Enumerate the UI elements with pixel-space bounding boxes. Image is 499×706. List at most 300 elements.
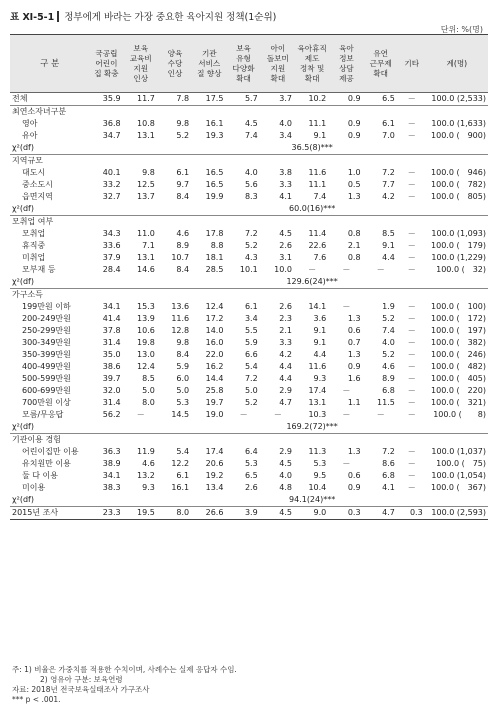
value-cell: 13.7	[137, 192, 155, 201]
value-cell: 11.9	[137, 447, 155, 456]
row-label: 2015년 조사	[10, 507, 89, 520]
row-label: 전체	[10, 93, 89, 106]
value-cell: 1.3	[347, 447, 361, 456]
value-cell: 0.9	[329, 93, 363, 106]
value-cell: 10.4	[308, 483, 327, 492]
total-cell: 100.0 ( 197)	[431, 326, 486, 335]
table-row	[10, 482, 488, 494]
value-cell: 32.0	[102, 386, 121, 395]
value-cell: 5.9	[176, 362, 190, 371]
value-cell: 2.1	[279, 326, 292, 335]
value-cell: 3.9	[226, 507, 260, 520]
value-cell: 11.6	[171, 314, 190, 323]
column-header-line: 어린이	[95, 58, 118, 68]
table-row	[10, 130, 488, 142]
total-cell: 100.0 ( 32)	[436, 265, 486, 274]
table-row	[10, 191, 488, 203]
value-cell: 0.9	[347, 483, 361, 492]
value-cell: 10.6	[137, 326, 155, 335]
row-label: 중소도시	[22, 180, 53, 189]
value-cell: 13.9	[137, 314, 155, 323]
value-cell: －	[407, 302, 416, 311]
value-cell: －	[407, 398, 416, 407]
row-label: 유아	[22, 131, 38, 140]
chi-square-spacer	[364, 421, 488, 434]
value-cell: 2.6	[279, 302, 292, 311]
table-row	[10, 313, 488, 325]
value-cell: 12.8	[171, 326, 190, 335]
table-row	[10, 373, 488, 385]
column-header-line: 지원	[270, 63, 286, 73]
value-cell: 5.7	[226, 93, 260, 106]
value-cell: 7.2	[382, 168, 395, 177]
value-cell: 0.8	[347, 229, 361, 238]
value-cell: 5.2	[244, 241, 258, 250]
value-cell: 5.4	[176, 447, 190, 456]
table-row	[10, 361, 488, 373]
value-cell: 5.0	[176, 386, 190, 395]
value-cell: 7.4	[382, 326, 395, 335]
column-header	[226, 35, 260, 93]
chi-square-row	[10, 421, 488, 434]
value-cell: 4.4	[313, 350, 327, 359]
source-line: 자료: 2018년 전국보육실태조사 가구조사	[12, 685, 150, 694]
value-cell: 6.4	[244, 447, 258, 456]
value-cell: 19.0	[205, 410, 224, 419]
chi-square-value: 169.2(72)***	[286, 422, 338, 431]
value-cell: 12.4	[205, 302, 224, 311]
value-cell: 0.9	[347, 362, 361, 371]
table-row	[10, 325, 488, 337]
section-label: 가구소득	[10, 289, 488, 302]
row-label: 모취업	[22, 229, 46, 238]
value-cell: 4.8	[279, 483, 292, 492]
value-cell: 33.2	[102, 180, 121, 189]
value-cell: 14.1	[308, 302, 327, 311]
value-cell: 34.3	[102, 229, 121, 238]
value-cell: －	[407, 168, 416, 177]
value-cell: 9.1	[313, 338, 327, 347]
table-row	[10, 470, 488, 482]
value-cell: 10.7	[171, 253, 190, 262]
value-cell: 14.4	[205, 374, 224, 383]
value-cell: 3.3	[279, 338, 292, 347]
value-cell: －	[407, 192, 416, 201]
value-cell: 10.0	[274, 265, 292, 274]
value-cell: －	[407, 350, 416, 359]
section-row	[10, 106, 488, 119]
value-cell: 4.5	[279, 229, 292, 238]
total-cell: 100.0 ( 946)	[431, 168, 486, 177]
chi-square-row	[10, 494, 488, 507]
column-header-line: 수당	[167, 58, 183, 68]
value-cell: 20.6	[205, 459, 224, 468]
total-cell: 100.0 ( 179)	[431, 241, 486, 250]
column-header	[158, 35, 192, 93]
value-cell: 0.8	[347, 253, 361, 262]
value-cell: －	[407, 314, 416, 323]
value-cell: 26.6	[192, 507, 226, 520]
value-cell: 38.3	[102, 483, 121, 492]
value-cell: 10.1	[239, 265, 258, 274]
column-header	[398, 35, 426, 93]
chi-square-label: χ²(df)	[12, 277, 34, 286]
table-row	[10, 264, 488, 276]
total-cell: 100.0 ( 246)	[431, 350, 486, 359]
value-cell: 8.6	[382, 459, 395, 468]
row-label: 200-249만원	[22, 314, 71, 323]
row-label: 미취업	[22, 253, 46, 262]
value-cell: －	[407, 410, 416, 419]
value-cell: －	[407, 253, 416, 262]
chi-square-label: χ²(df)	[12, 204, 34, 213]
table-body	[10, 93, 488, 520]
row-label: 199만원 이하	[22, 302, 71, 311]
row-label: 400-499만원	[22, 362, 71, 371]
value-cell: 6.6	[244, 350, 258, 359]
value-cell: 13.1	[308, 398, 327, 407]
chi-square-value: 60.0(16)***	[289, 204, 336, 213]
value-cell: 56.2	[102, 410, 121, 419]
value-cell: 1.6	[347, 374, 361, 383]
value-cell: 4.7	[279, 398, 292, 407]
chi-square-spacer	[89, 421, 260, 434]
table-row	[10, 409, 488, 421]
value-cell: 11.1	[308, 119, 327, 128]
chi-square-row	[10, 276, 488, 289]
value-cell: 4.0	[279, 471, 292, 480]
total-cell: 100.0 ( 220)	[431, 386, 486, 395]
total-cell: 100.0 (1,633)	[431, 119, 486, 128]
value-cell: －	[407, 338, 416, 347]
value-cell: 4.4	[382, 253, 395, 262]
value-cell: 8.4	[176, 192, 190, 201]
column-header-line: 확대	[304, 73, 320, 83]
value-cell: 19.3	[205, 131, 224, 140]
column-header-line: 아이	[270, 43, 286, 53]
value-cell: 10.2	[295, 93, 329, 106]
table-row	[10, 349, 488, 361]
chi-square-spacer	[364, 142, 488, 155]
value-cell: －	[407, 471, 416, 480]
column-header-line: 돌보미	[266, 53, 289, 63]
row-label: 읍면지역	[22, 192, 53, 201]
value-cell: 13.6	[171, 302, 190, 311]
value-cell: 31.4	[102, 398, 121, 407]
title-divider	[57, 11, 59, 22]
value-cell: －	[308, 265, 317, 274]
total-cell: 100.0 ( 172)	[431, 314, 486, 323]
value-cell: 5.2	[382, 350, 395, 359]
total-cell: 100.0 ( 405)	[431, 374, 486, 383]
column-header	[364, 35, 398, 93]
value-cell: 10.3	[308, 410, 327, 419]
value-cell: 5.0	[142, 386, 155, 395]
value-cell: 2.9	[279, 447, 292, 456]
value-cell: 36.8	[102, 119, 121, 128]
value-cell: 37.8	[102, 326, 121, 335]
column-header-line: 유연	[373, 48, 389, 58]
value-cell: 9.7	[176, 180, 190, 189]
row-label: 300-349만원	[22, 338, 71, 347]
value-cell: 2.6	[244, 483, 258, 492]
value-cell: 3.1	[279, 253, 292, 262]
value-cell: 5.6	[244, 180, 258, 189]
value-cell: 4.2	[382, 192, 395, 201]
column-header-line: 보육	[236, 43, 251, 53]
table-header-row	[10, 35, 488, 93]
value-cell: 8.0	[158, 507, 192, 520]
value-cell: 9.8	[142, 168, 155, 177]
value-cell: －	[407, 265, 416, 274]
value-cell: －	[407, 374, 416, 383]
value-cell: 22.6	[308, 241, 327, 250]
value-cell: 6.8	[382, 386, 395, 395]
column-header-line: 정보	[339, 53, 354, 63]
value-cell: 19.5	[124, 507, 158, 520]
table-row	[10, 240, 488, 252]
value-cell: 19.9	[205, 192, 224, 201]
section-row	[10, 155, 488, 168]
value-cell: 9.5	[313, 471, 327, 480]
column-header	[426, 35, 488, 93]
column-header-line: 교육비	[129, 53, 152, 63]
value-cell: 13.2	[137, 471, 155, 480]
value-cell: 18.1	[205, 253, 224, 262]
value-cell: 31.4	[102, 338, 121, 347]
total-cell: 100.0 (2,593)	[426, 507, 488, 520]
value-cell: 0.3	[329, 507, 363, 520]
value-cell: 9.3	[313, 374, 327, 383]
value-cell: 5.2	[244, 398, 258, 407]
value-cell: 11.5	[377, 398, 395, 407]
value-cell: －	[342, 459, 351, 468]
column-header-line: 상담	[339, 63, 354, 73]
value-cell: 4.5	[244, 119, 258, 128]
section-label: 지역규모	[10, 155, 488, 168]
row-label: 영아	[22, 119, 38, 128]
value-cell: 8.4	[176, 350, 190, 359]
value-cell: 11.1	[308, 180, 327, 189]
value-cell: 12.4	[137, 362, 155, 371]
value-cell: 16.1	[205, 119, 224, 128]
value-cell: 6.1	[176, 471, 190, 480]
value-cell: 3.7	[261, 93, 295, 106]
value-cell: 8.9	[382, 374, 395, 383]
value-cell: 0.9	[347, 131, 361, 140]
value-cell: 12.2	[171, 459, 190, 468]
value-cell: 19.2	[205, 471, 224, 480]
total-cell: 100.0 (1,229)	[431, 253, 486, 262]
value-cell: －	[376, 410, 385, 419]
value-cell: 9.1	[313, 131, 327, 140]
column-header-line: 양육	[167, 48, 183, 58]
value-cell: 5.3	[313, 459, 327, 468]
value-cell: 38.6	[102, 362, 121, 371]
column-header-line: 기타	[404, 58, 420, 68]
value-cell: 1.3	[347, 192, 361, 201]
value-cell: 25.8	[205, 386, 224, 395]
value-cell: 1.9	[382, 302, 395, 311]
column-header-line: 다양화	[232, 63, 255, 73]
chi-square-value: 94.1(24)***	[289, 495, 336, 504]
value-cell: 9.1	[313, 326, 327, 335]
value-cell: 4.5	[261, 507, 295, 520]
value-cell: 32.7	[102, 192, 121, 201]
value-cell: 6.0	[176, 374, 190, 383]
value-cell: 13.0	[137, 350, 155, 359]
value-cell: 17.2	[205, 314, 224, 323]
row-label: 유치원만 이용	[22, 459, 71, 468]
column-header	[124, 35, 158, 93]
value-cell: 3.4	[244, 314, 258, 323]
table-row	[10, 337, 488, 349]
column-header-line: 질 향상	[197, 68, 222, 78]
value-cell: 17.4	[308, 386, 327, 395]
value-cell: 3.6	[313, 314, 327, 323]
value-cell: 4.5	[279, 459, 292, 468]
table-row	[10, 507, 488, 520]
table-row	[10, 228, 488, 240]
table-row	[10, 167, 488, 179]
significance-line: *** p < .001.	[12, 695, 61, 704]
column-header-line: 확대	[373, 68, 389, 78]
chi-square-spacer	[364, 203, 488, 216]
row-label: 700만원 이상	[22, 398, 71, 407]
chi-square-spacer	[364, 494, 488, 507]
row-label: 모름/무응답	[22, 410, 64, 419]
value-cell: 35.0	[102, 350, 121, 359]
value-cell: 15.3	[137, 302, 155, 311]
value-cell: 4.0	[382, 338, 395, 347]
column-header-line: 제도	[304, 53, 320, 63]
value-cell: 13.4	[205, 483, 224, 492]
row-label: 어린이집만 이용	[22, 447, 79, 456]
value-cell: 4.6	[176, 229, 190, 238]
value-cell: 13.1	[137, 253, 155, 262]
value-cell: －	[407, 119, 416, 128]
value-cell: 2.3	[279, 314, 292, 323]
value-cell: 16.5	[205, 168, 224, 177]
value-cell: 5.4	[244, 362, 258, 371]
value-cell: 5.5	[244, 326, 258, 335]
value-cell: 11.7	[124, 93, 158, 106]
column-header	[261, 35, 295, 93]
value-cell: －	[398, 93, 426, 106]
table-number: 표 Ⅺ-5-1	[10, 12, 55, 23]
value-cell: 41.4	[102, 314, 121, 323]
total-cell: 100.0 ( 8)	[433, 410, 486, 419]
column-header	[329, 35, 363, 93]
value-cell: 7.8	[158, 93, 192, 106]
section-label: 기관이용 경험	[10, 434, 488, 447]
column-header-line: 육아	[339, 43, 354, 53]
column-header-line: 보육	[133, 43, 149, 53]
value-cell: 16.0	[205, 338, 224, 347]
value-cell: 5.2	[382, 314, 395, 323]
value-cell: 12.5	[137, 180, 155, 189]
value-cell: －	[407, 447, 416, 456]
value-cell: 5.3	[244, 459, 258, 468]
column-header-line: 국공립	[95, 48, 118, 58]
total-cell: 100.0 (2,533)	[426, 93, 488, 106]
policy-table	[10, 34, 488, 520]
value-cell: 0.7	[347, 338, 361, 347]
row-label: 500-599만원	[22, 374, 71, 383]
value-cell: 13.1	[137, 131, 155, 140]
value-cell: 3.8	[279, 168, 292, 177]
value-cell: 6.5	[364, 93, 398, 106]
value-cell: 9.8	[176, 338, 190, 347]
value-cell: －	[342, 410, 351, 419]
value-cell: －	[407, 180, 416, 189]
row-label: 휴직중	[22, 241, 46, 250]
chi-square-label: χ²(df)	[12, 143, 34, 152]
column-header-line: 지원	[133, 63, 149, 73]
total-cell: 100.0 ( 367)	[431, 483, 486, 492]
row-label: 둘 다 이용	[22, 471, 58, 480]
value-cell: 17.8	[205, 229, 224, 238]
value-cell: 4.4	[279, 362, 292, 371]
value-cell: 6.5	[244, 471, 258, 480]
row-label: 250-299만원	[22, 326, 71, 335]
value-cell: －	[407, 326, 416, 335]
value-cell: 39.7	[102, 374, 121, 383]
value-cell: －	[342, 386, 351, 395]
value-cell: 8.5	[142, 374, 155, 383]
table-caption: 정부에게 바라는 가장 중요한 육아지원 정책(1순위)	[64, 12, 277, 23]
section-row	[10, 434, 488, 447]
value-cell: 4.0	[279, 119, 292, 128]
value-cell: 0.5	[347, 180, 361, 189]
value-cell: 28.4	[102, 265, 121, 274]
value-cell: 6.1	[176, 168, 190, 177]
column-header-line: 인상	[133, 73, 149, 83]
value-cell: 16.2	[205, 362, 224, 371]
value-cell: 7.2	[244, 374, 258, 383]
value-cell: －	[407, 131, 416, 140]
column-header-line: 근무제	[369, 58, 392, 68]
value-cell: 37.9	[102, 253, 121, 262]
value-cell: 1.3	[347, 314, 361, 323]
chi-square-spacer	[89, 276, 260, 289]
column-header-line: 기관	[201, 48, 217, 58]
table-row	[10, 385, 488, 397]
value-cell: 4.6	[382, 362, 395, 371]
value-cell: 6.1	[244, 302, 258, 311]
table-title	[10, 8, 276, 24]
value-cell: －	[136, 410, 145, 419]
value-cell: 3.3	[279, 180, 292, 189]
value-cell: 16.5	[205, 180, 224, 189]
value-cell: 3.4	[279, 131, 292, 140]
value-cell: 34.1	[102, 471, 121, 480]
value-cell: 4.3	[244, 253, 258, 262]
total-cell: 100.0 ( 805)	[431, 192, 486, 201]
total-cell: 100.0 (1,037)	[431, 447, 486, 456]
value-cell: －	[342, 265, 351, 274]
chi-square-row	[10, 203, 488, 216]
value-cell: 22.0	[205, 350, 224, 359]
section-label: 모취업 여부	[10, 216, 488, 229]
column-header-line: 유형	[236, 53, 251, 63]
value-cell: 1.0	[347, 168, 361, 177]
total-cell: 100.0 (1,054)	[431, 471, 486, 480]
value-cell: 7.4	[244, 131, 258, 140]
value-cell: 28.5	[205, 265, 224, 274]
table-row	[10, 458, 488, 470]
chi-square-spacer	[89, 203, 260, 216]
